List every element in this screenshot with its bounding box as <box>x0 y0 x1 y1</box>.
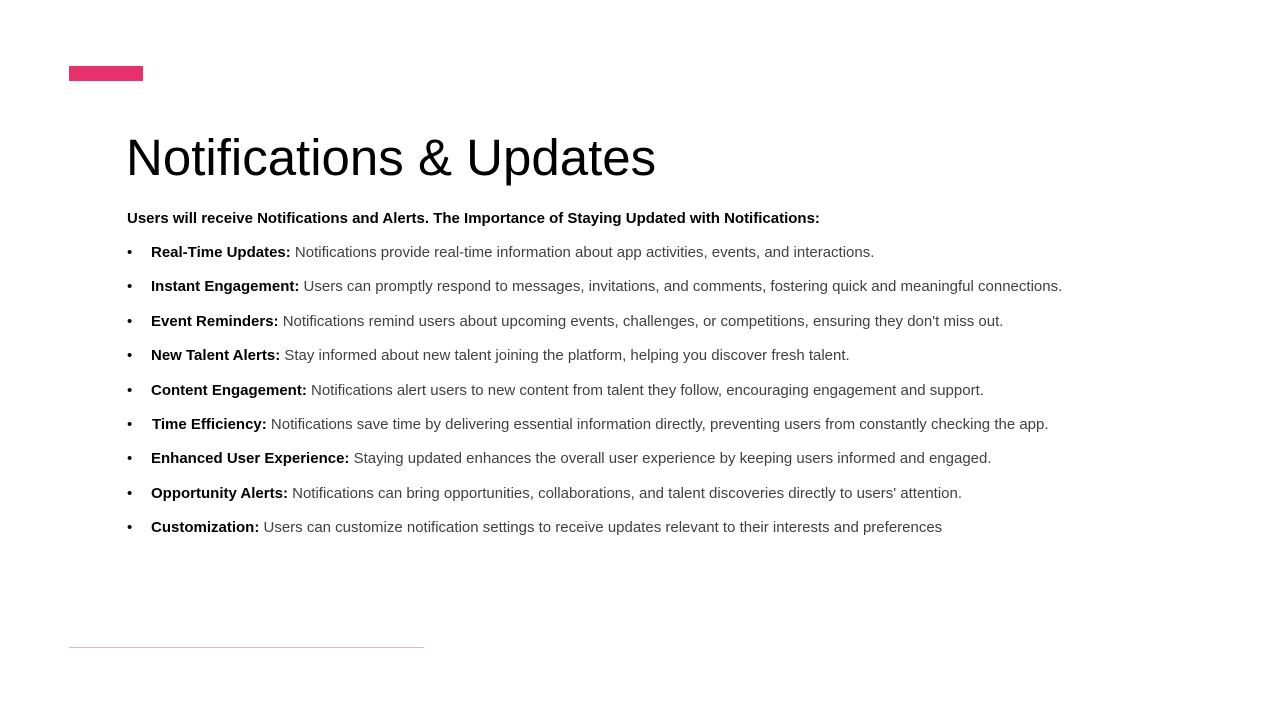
slide-title: Notifications & Updates <box>126 129 657 186</box>
bullet-label: Customization: <box>151 519 260 537</box>
bullet-description: Notifications remind users about upcoming events, challenges, or competitions, ensuring they don't miss out. <box>278 312 1004 330</box>
bullet-text <box>151 346 850 366</box>
bullet-text <box>152 415 1049 435</box>
accent-bar <box>69 66 143 81</box>
bullet-description: Stay informed about new talent joining the platform, helping you discover fresh talent. <box>280 347 850 365</box>
bullet-dot-icon: • <box>127 381 133 399</box>
bullet-label: Real-Time Updates: <box>151 244 291 261</box>
bullet-label: Event Reminders: <box>151 312 279 330</box>
bullet-description: Notifications can bring opportunities, collaborations, and talent discoveries directly to users' attention. <box>287 484 963 502</box>
bullet-description: Notifications save time by delivering essential information directly, preventing users from constantly checking the app. <box>266 415 1049 433</box>
bullet-text <box>151 518 942 538</box>
bullet-dot-icon: • <box>127 312 133 330</box>
bullet-dot-icon: • <box>127 347 133 365</box>
bullet-text <box>151 243 874 263</box>
bullet-label: Content Engagement: <box>151 381 307 399</box>
bullet-text <box>151 312 1003 332</box>
bullet-text <box>151 484 962 504</box>
bullet-description: Users can promptly respond to messages, invitations, and comments, fostering quick and meaningful connections. <box>299 278 1063 296</box>
bullet-label: Time Efficiency: <box>152 415 267 433</box>
bullet-text <box>151 277 1062 297</box>
bullet-label: Opportunity Alerts: <box>151 484 288 502</box>
bullet-description: Notifications alert users to new content from talent they follow, encouraging engagement and support. <box>306 381 984 399</box>
bullet-text <box>151 381 984 401</box>
bullet-label: Instant Engagement: <box>151 278 300 296</box>
bullet-text <box>151 449 992 469</box>
bullet-dot-icon: • <box>127 450 133 468</box>
bullet-dot-icon: • <box>127 415 133 433</box>
bullet-dot-icon: • <box>127 278 133 296</box>
bullet-description: Users can customize notification settings to receive updates relevant to their interests and preferences <box>259 519 943 537</box>
bullet-dot-icon: • <box>127 519 133 537</box>
bullet-label: Enhanced User Experience: <box>151 450 350 468</box>
bullet-description: Notifications provide real-time information about app activities, events, and interactions. <box>290 244 875 261</box>
bullet-description: Staying updated enhances the overall user experience by keeping users informed and engaged. <box>349 450 992 468</box>
bullet-dot-icon: • <box>127 244 133 261</box>
footer-divider <box>69 647 424 648</box>
intro-text: Users will receive Notifications and Alerts. The Importance of Staying Updated with Notifications: <box>127 210 820 227</box>
bullet-dot-icon: • <box>127 484 133 502</box>
bullet-label: New Talent Alerts: <box>151 347 281 365</box>
